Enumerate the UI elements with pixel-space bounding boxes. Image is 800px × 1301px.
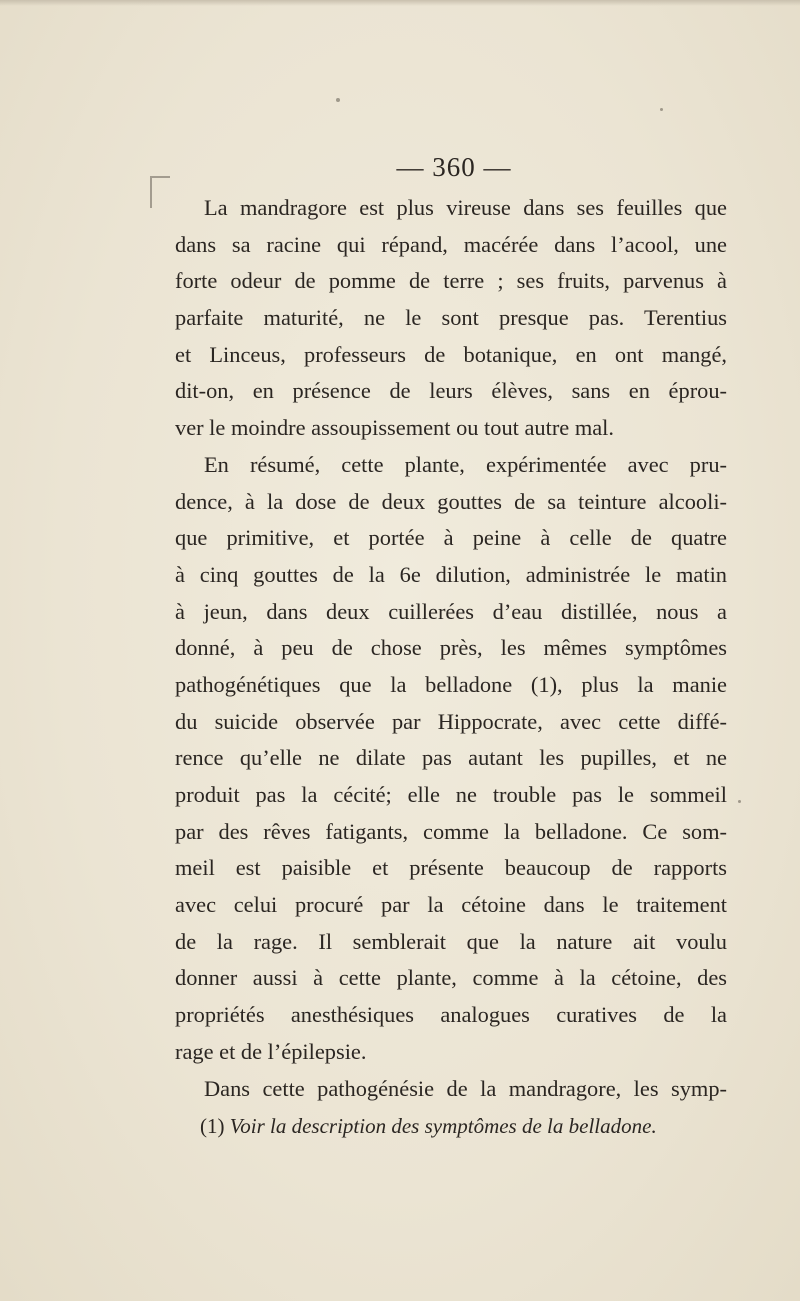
page-number: — 360 — — [396, 152, 512, 182]
text-line: de la rage. Il semblerait que la nature ait voulu — [175, 928, 727, 954]
text-line: à jeun, dans deux cuillerées d’eau distillée, nous a — [175, 598, 727, 624]
text-line: dit-on, en présence de leurs élèves, sans en éprou- — [175, 378, 727, 404]
ink-speck — [660, 108, 663, 111]
text-line: dans sa racine qui répand, macérée dans l’acool, une — [175, 231, 727, 257]
footnote-text: Voir la description des symptômes de la belladone. — [229, 1114, 657, 1138]
text-line: parfaite maturité, ne le sont presque pas. Terentius — [175, 305, 727, 331]
text-line: propriétés anesthésiques analogues curatives de la — [175, 1002, 727, 1028]
text-line: dence, à la dose de deux gouttes de sa teinture alcooli- — [175, 488, 727, 514]
text-line: donner aussi à cette plante, comme à la cétoine, des — [175, 965, 727, 991]
body-text — [175, 190, 727, 1107]
ink-speck — [336, 98, 340, 102]
text-line: En résumé, cette plante, expérimentée avec pru- — [204, 451, 727, 477]
page-top-edge — [0, 0, 800, 6]
footnote-ref: (1) — [200, 1114, 225, 1138]
text-line: pathogénétiques que la belladone (1), plus la manie — [175, 671, 727, 697]
text-line: rence qu’elle ne dilate pas autant les pupilles, et ne — [175, 745, 727, 771]
text-line: que primitive, et portée à peine à celle de quatre — [175, 525, 727, 551]
ink-speck — [738, 800, 741, 803]
text-line: et Linceus, professeurs de botanique, en ont mangé, — [175, 341, 727, 367]
text-line: du suicide observée par Hippocrate, avec cette diffé- — [175, 708, 727, 734]
footnote — [200, 1114, 657, 1139]
text-line: à cinq gouttes de la 6e dilution, administrée le matin — [175, 561, 727, 587]
text-line: par des rêves fatigants, comme la belladone. Ce som- — [175, 818, 727, 844]
text-line: ver le moindre assoupissement ou tout autre mal. — [175, 415, 615, 441]
text-line: donné, à peu de chose près, les mêmes symptômes — [175, 635, 727, 661]
text-line: Dans cette pathogénésie de la mandragore, les symp- — [204, 1075, 727, 1101]
text-line: La mandragore est plus vireuse dans ses feuilles que — [204, 195, 727, 220]
text-line: meil est paisible et présente beaucoup de rapports — [175, 855, 727, 881]
text-line: rage et de l’épilepsie. — [175, 1038, 367, 1064]
text-line: forte odeur de pomme de terre ; ses fruits, parvenus à — [175, 268, 727, 294]
text-line: avec celui procuré par la cétoine dans le traitement — [175, 892, 727, 918]
text-line: produit pas la cécité; elle ne trouble pas le sommeil — [175, 782, 727, 807]
